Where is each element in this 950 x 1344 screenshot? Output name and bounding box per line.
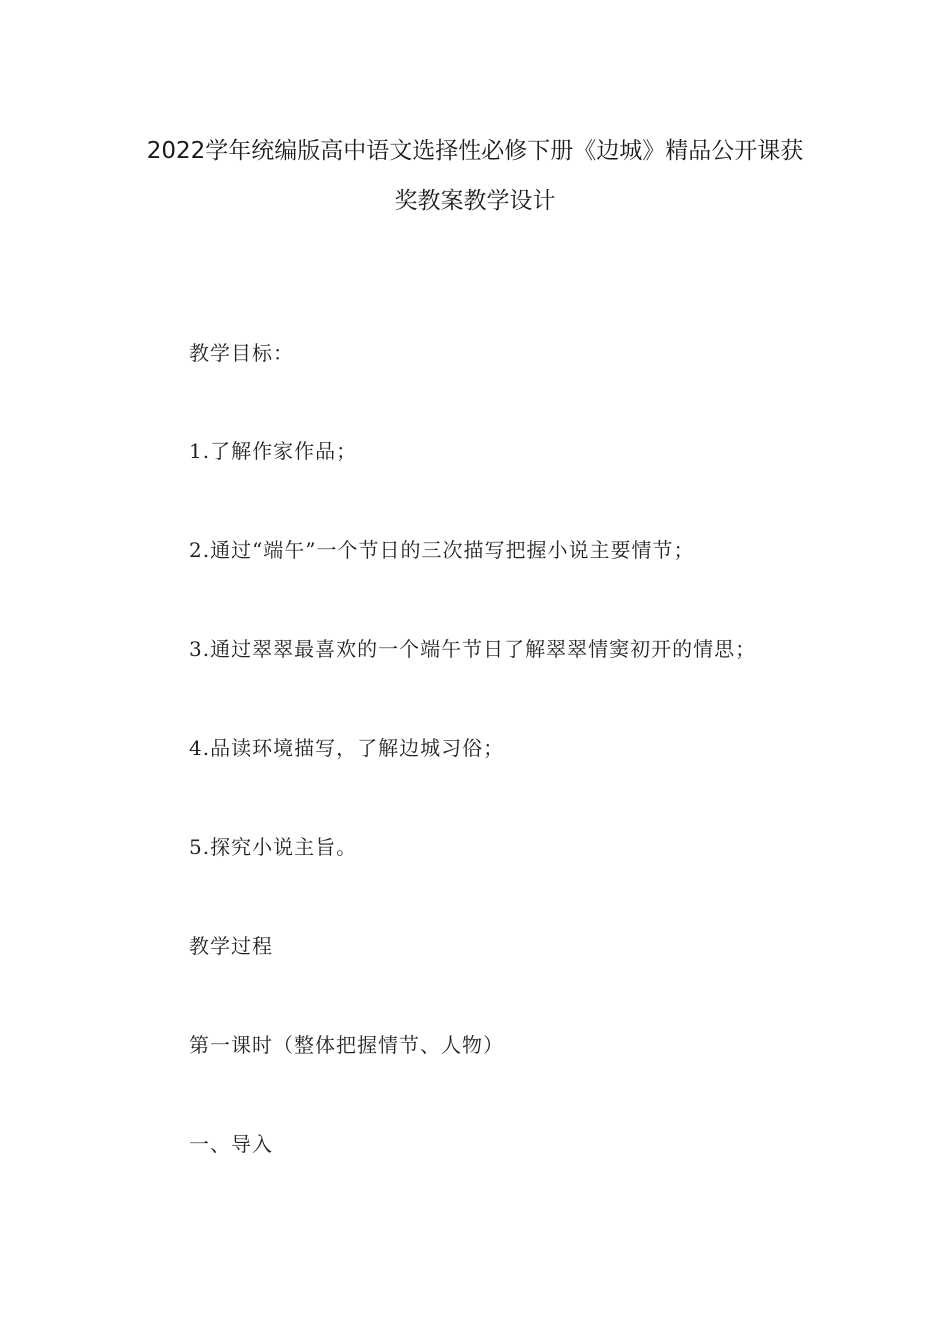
objective-item-1: 1.了解作家作品；	[189, 439, 358, 463]
objective-item-2: 2.通过“端午”一个节日的三次描写把握小说主要情节；	[189, 538, 695, 562]
document-title-line-1: 2022学年统编版高中语文选择性必修下册《边城》精品公开课获	[146, 138, 804, 164]
process-heading: 教学过程	[189, 934, 273, 958]
objective-item-5: 5.探究小说主旨。	[189, 835, 358, 859]
objectives-heading: 教学目标：	[189, 341, 294, 365]
objective-item-3: 3.通过翠翠最喜欢的一个端午节日了解翠翠情窦初开的情思；	[189, 637, 757, 661]
document-title-line-2: 奖教案教学设计	[394, 188, 556, 214]
objective-item-4: 4.品读环境描写，了解边城习俗；	[189, 736, 505, 760]
lesson-heading: 第一课时（整体把握情节、人物）	[189, 1033, 504, 1057]
section-heading: 一、导入	[189, 1132, 273, 1156]
